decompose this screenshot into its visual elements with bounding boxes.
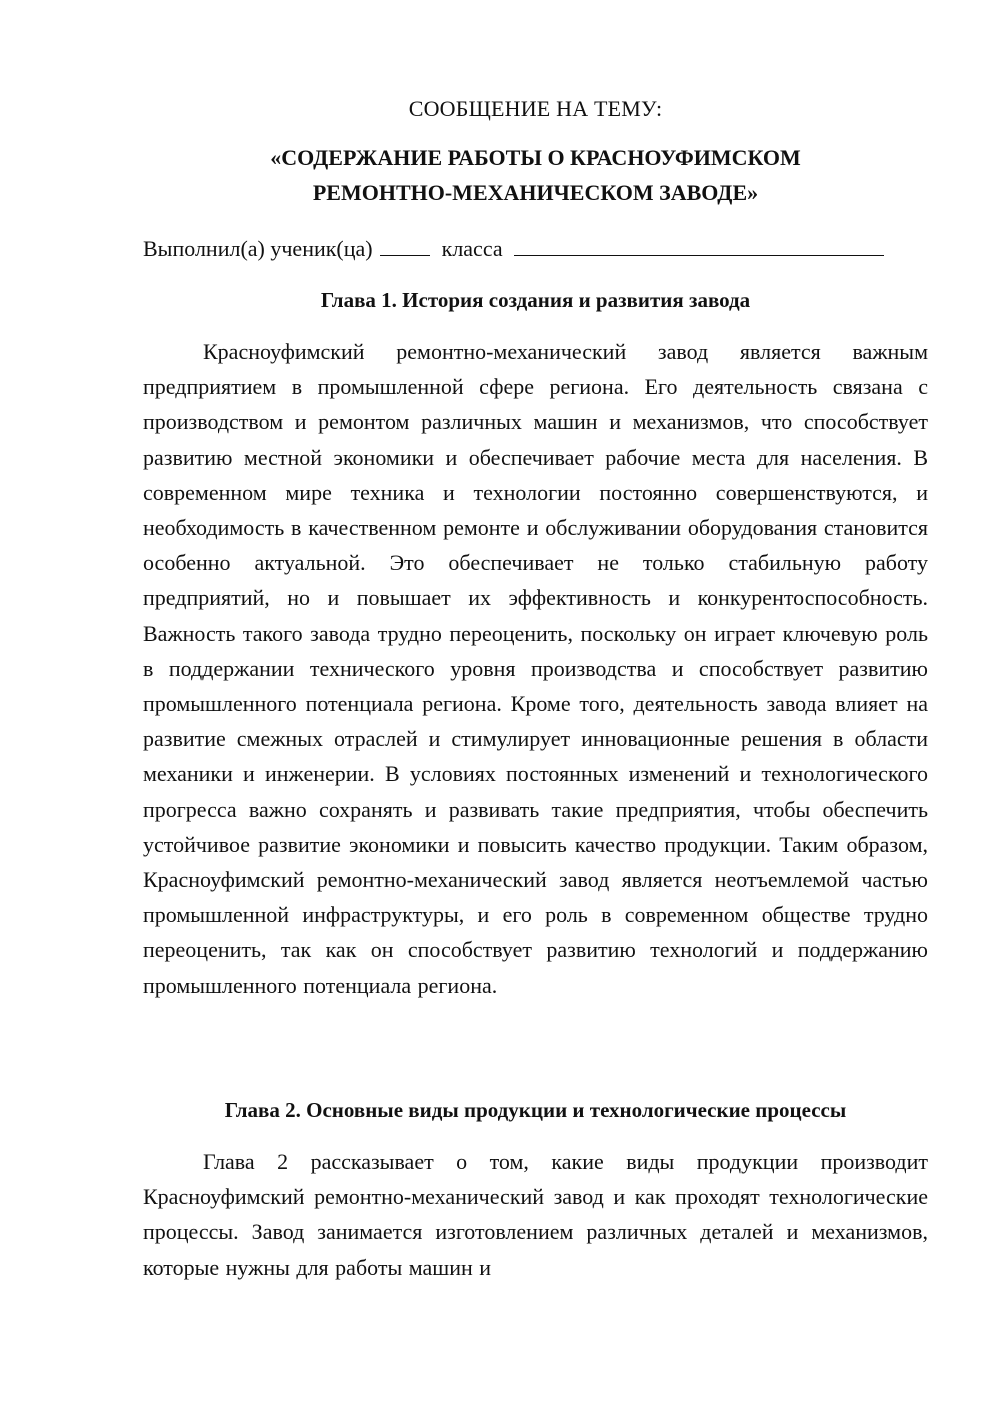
chapter-1-heading: Глава 1. История создания и развития завода <box>320 288 751 312</box>
chapter-2-paragraph: Глава 2 рассказывает о том, какие виды продукции производит Красноуфимский ремонтно-механический завод и как проходят технологические процессы. Завод занимается изготовлением различных деталей и механизмов, которые нужны для работы машин и <box>143 1149 928 1280</box>
author-middle: класса <box>441 236 503 261</box>
chapter-1-paragraph: Красноуфимский ремонтно-механический завод является важным предприятием в промышленной сфере региона. Его деятельность связана с производством и ремонтом различных машин и механизмов, что способствует развитию местной экономики и обеспечивает рабочие места для населения. В современном мире техника и технологии постоянно совершенствуются, и необходимость в качественном ремонте и обслуживании оборудования становится особенно актуальной. Это обеспечивает не только стабильную работу предприятий, но и повышает их эффективность и конкурентоспособность. Важность такого завода трудно переоценить, поскольку он играет ключевую роль в поддержании технического уровня производства и способствует развитию промышленного потенциала региона. Кроме того, деятельность завода влияет на развитие смежных отраслей и стимулирует инновационные решения в области механики и инженерии. В условиях постоянных изменений и технологического прогресса важно сохранять и развивать такие предприятия, чтобы обеспечить устойчивое развитие экономики и повысить качество продукции. Таким образом, Красноуфимский ремонтно-механический завод является неотъемлемой частью промышленной инфраструктуры, и его роль в современном обществе трудно переоценить, так как он способствует развитию технологий и поддержанию промышленного потенциала региона. <box>143 339 928 998</box>
title-line-2: РЕМОНТНО-МЕХАНИЧЕСКОМ ЗАВОДЕ» <box>312 180 759 205</box>
author-line <box>143 231 928 266</box>
document-kicker: СООБЩЕНИЕ НА ТЕМУ: <box>408 96 663 121</box>
grade-blank <box>380 231 430 256</box>
document-title <box>143 140 928 210</box>
author-prefix: Выполнил(а) ученик(ца) <box>143 236 373 261</box>
name-blank <box>514 231 884 256</box>
title-line-1: «СОДЕРЖАНИЕ РАБОТЫ О КРАСНОУФИМСКОМ <box>270 145 801 170</box>
chapter-2-heading: Глава 2. Основные виды продукции и технологические процессы <box>224 1098 847 1122</box>
